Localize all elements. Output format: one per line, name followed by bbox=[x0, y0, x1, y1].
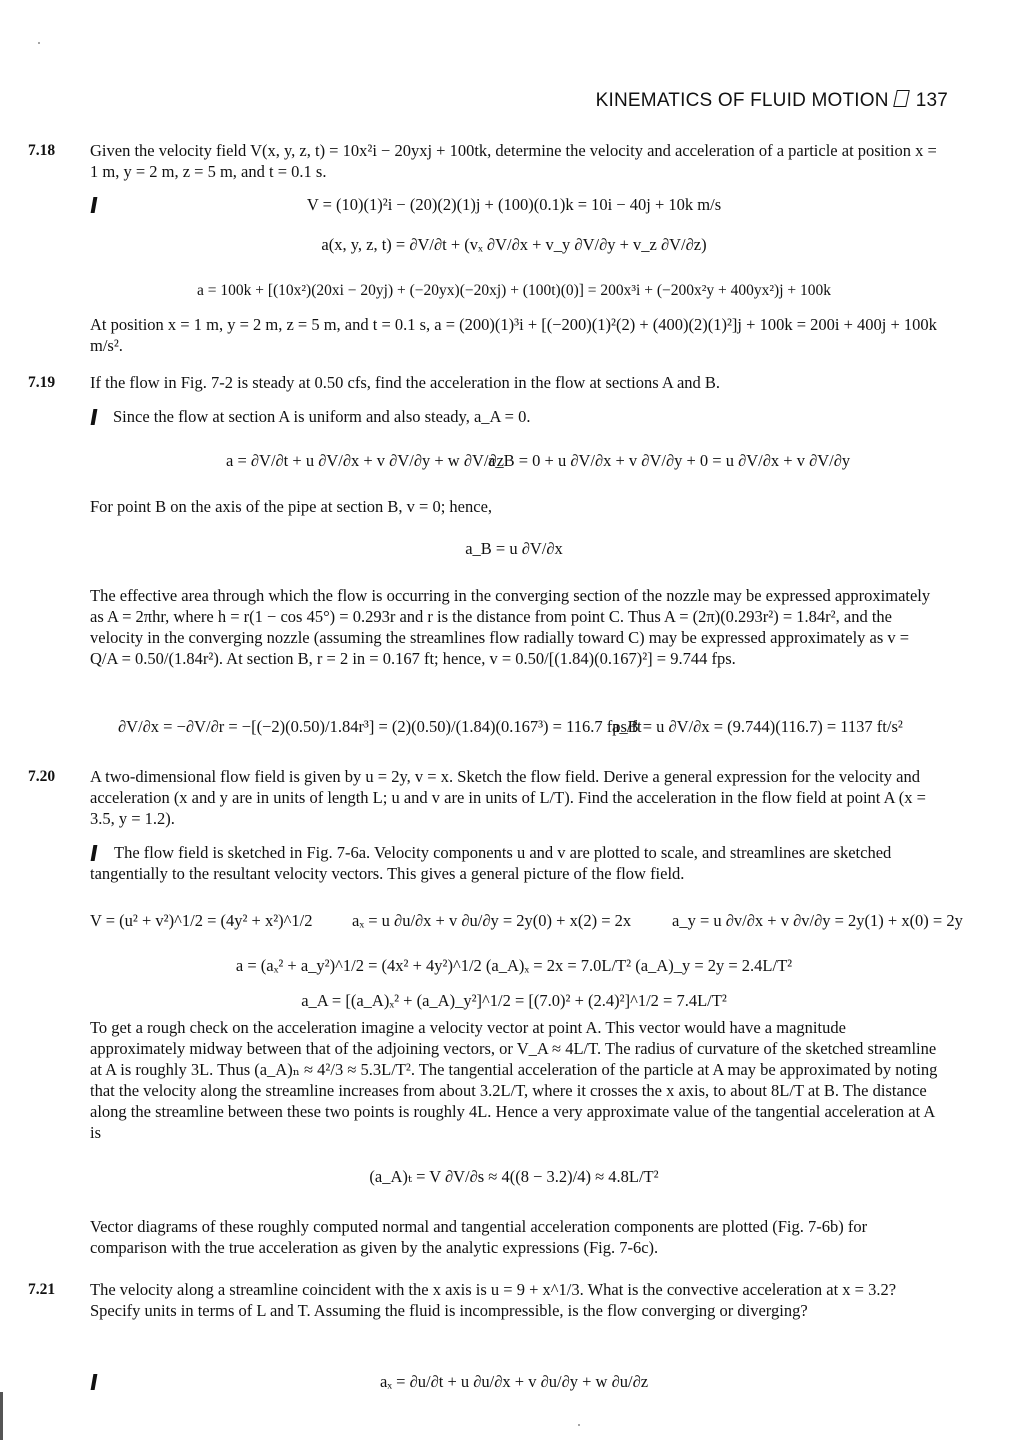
equation-7-18-acceleration-expansion: a = 100k + [(10x²)(20xi − 20yj) + (−20yx)(−20xj) + (100t)(0)] = 200x³i + (−200x²y + 400yx²)j + 100k bbox=[196, 282, 832, 299]
problem-7-18-result: At position x = 1 m, y = 2 m, z = 5 m, and t = 0.1 s, a = (200)(1)³i + [(−200)(1)²(2) + (400)(2)(1)²]j + 100k = 200i + 400j + 100k m/s². bbox=[90, 315, 937, 355]
equation-7-20-acceleration: a = (aₓ² + a_y²)^1/2 = (4x² + 4y²)^1/2 (a_A)ₓ = 2x = 7.0L/T² (a_A)_y = 2y = 2.4L/T² bbox=[235, 956, 793, 975]
problem-7-19-area-paragraph: The effective area through which the flow is occurring in the converging section of the nozzle may be expressed approximately as A = 2πhr, where h = r(1 − cos 45°) = 0.293r and r is the distance from point C. Thus A = (2π)(0.293r²) = 1.84r², and the velocity in the converging nozzle (assuming the streamlines flow radially toward C) may be expressed approximately as v = Q/A = 0.50/(1.84r²). At section B, r = 2 in = 0.167 ft; hence, v = 0.50/[(1.84)(0.167)²] = 9.744 fps. bbox=[90, 586, 931, 668]
page-number: 137 bbox=[915, 90, 948, 111]
equation-7-21-convective: aₓ = ∂u/∂t + u ∂u/∂x + v ∂u/∂y + w ∂u/∂z bbox=[379, 1372, 649, 1391]
scan-edge-shadow bbox=[0, 1392, 3, 1440]
equation-7-19-acceleration-b: a_B = 0 + u ∂V/∂x + v ∂V/∂y + 0 = u ∂V/∂x + v ∂V/∂y bbox=[488, 451, 851, 470]
equation-7-19-ab-value: a_B = u ∂V/∂x = (9.744)(116.7) = 1137 ft/s² bbox=[612, 717, 903, 736]
problem-7-20-sketch-paragraph: The flow field is sketched in Fig. 7-6a. Velocity components u and v are plotted to scale, and streamlines are sketched tangentially to the resultant velocity vectors. This gives a general picture of the flow field. bbox=[90, 843, 892, 883]
scan-speck bbox=[578, 1424, 580, 1426]
problem-number-7-21: 7.21 bbox=[28, 1281, 56, 1298]
problem-number-7-19: 7.19 bbox=[28, 374, 56, 391]
equation-7-18-acceleration-def: a(x, y, z, t) = ∂V/∂t + (vₓ ∂V/∂x + v_y ∂V/∂y + v_z ∂V/∂z) bbox=[321, 235, 707, 254]
problem-7-19-axis-note: For point B on the axis of the pipe at section B, v = 0; hence, bbox=[90, 497, 493, 516]
solution-marker bbox=[91, 409, 98, 425]
equation-7-20-ay: a_y = u ∂v/∂x + v ∂v/∂y = 2y(1) + x(0) = 2y bbox=[672, 911, 963, 930]
problem-7-18-statement: Given the velocity field V(x, y, z, t) = 10x²i − 20yxj + 100tk, determine the velocity and acceleration of a particle at position x = 1 m, y = 2 m, z = 5 m, and t = 0.1 s. bbox=[90, 141, 937, 181]
header-box-glyph bbox=[893, 90, 910, 107]
equation-7-20-tangential: (a_A)ₜ = V ∂V/∂s ≈ 4((8 − 3.2)/4) ≈ 4.8L/T² bbox=[369, 1167, 659, 1186]
equation-7-18-velocity: V = (10)(1)²i − (20)(2)(1)j + (100)(0.1)k = 10i − 40j + 10k m/s bbox=[306, 195, 722, 214]
problem-7-19-uniform-note: Since the flow at section A is uniform and also steady, a_A = 0. bbox=[113, 407, 531, 426]
problem-7-20-vector-paragraph: Vector diagrams of these roughly computed normal and tangential acceleration components are plotted (Fig. 7-6b) for comparison with the true acceleration as given by the analytic expressions (Fig. 7-6c). bbox=[90, 1217, 868, 1257]
header-title: KINEMATICS OF FLUID MOTION bbox=[595, 90, 889, 111]
equation-7-20-ax: aₓ = u ∂u/∂x + v ∂u/∂y = 2y(0) + x(2) = 2x bbox=[352, 911, 632, 930]
problem-number-7-18: 7.18 bbox=[28, 142, 56, 159]
scan-speck bbox=[38, 42, 40, 44]
equation-7-20-aa: a_A = [(a_A)ₓ² + (a_A)_y²]^1/2 = [(7.0)² + (2.4)²]^1/2 = 7.4L/T² bbox=[301, 991, 727, 1010]
problem-7-20-check-paragraph: To get a rough check on the acceleration imagine a velocity vector at point A. This vector would have a magnitude approximately midway between that of the adjoining vectors, or V_A ≈ 4L/T. The radius of curvature of the sketched streamline at A is roughly 3L. Thus (a_A)ₙ ≈ 4²/3 ≈ 5.3L/T². The tangential acceleration of the particle at A may be approximated by noting that the velocity along the streamline increases from about 3.2L/T, where it crosses the x axis, to about 8L/T at B. The distance along the streamline between these two points is roughly 4L. Hence a very approximate value of the tangential acceleration at A is bbox=[90, 1018, 938, 1142]
equation-7-20-velocity: V = (u² + v²)^1/2 = (4y² + x²)^1/2 bbox=[90, 911, 313, 930]
equation-7-19-ab: a_B = u ∂V/∂x bbox=[465, 539, 563, 558]
problem-7-20-statement: A two-dimensional flow field is given by u = 2y, v = x. Sketch the flow field. Derive a general expression for the velocity and acceleration (x and y are in units of length L; u and v are in units of L/T). Find the acceleration in the flow field at point A (x = 3.5, y = 1.2). bbox=[90, 767, 926, 828]
running-header bbox=[596, 90, 948, 112]
problem-number-7-20: 7.20 bbox=[28, 768, 56, 785]
equation-7-19-acceleration-def: a = ∂V/∂t + u ∂V/∂x + v ∂V/∂y + w ∂V/∂z bbox=[226, 451, 504, 470]
problem-7-19-statement: If the flow in Fig. 7-2 is steady at 0.50 cfs, find the acceleration in the flow at sections A and B. bbox=[90, 373, 721, 392]
problem-7-21-statement: The velocity along a streamline coincident with the x axis is u = 9 + x^1/3. What is the convective acceleration at x = 3.2? Specify units in terms of L and T. Assuming the fluid is incompressible, is the flow converging or diverging? bbox=[90, 1280, 897, 1320]
equation-7-19-gradient: ∂V/∂x = −∂V/∂r = −[(−2)(0.50)/1.84r³] = (2)(0.50)/(1.84)(0.167³) = 116.7 fps/ft bbox=[118, 717, 642, 736]
